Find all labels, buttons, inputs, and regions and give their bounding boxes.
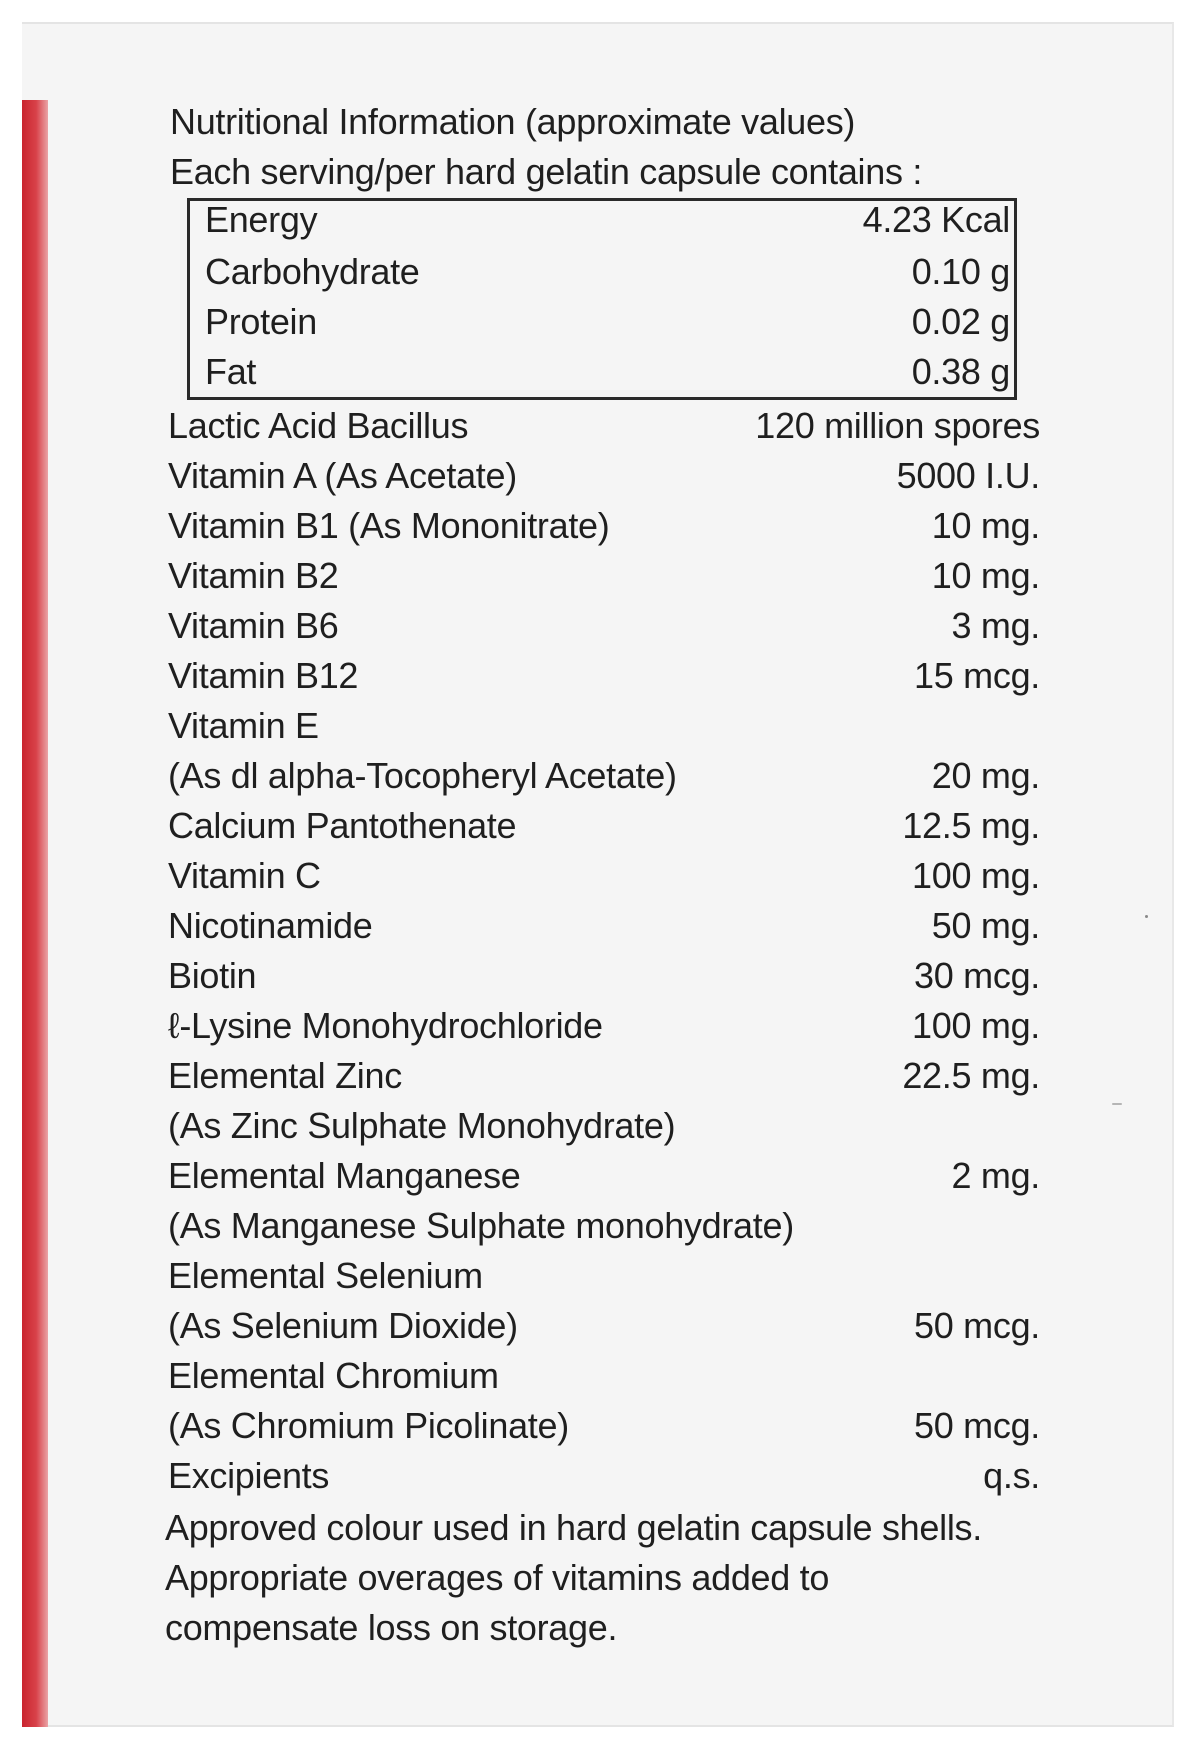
ingredient-value: 10 mg.: [931, 555, 1040, 596]
ingredient-name: Nicotinamide: [168, 905, 373, 946]
ingredient-name: (As Manganese Sulphate monohydrate): [168, 1205, 794, 1246]
protein-value: 0.02 g: [911, 301, 1010, 342]
ingredient-value: 2 mg.: [951, 1155, 1040, 1196]
footer-note-storage: compensate loss on storage.: [165, 1607, 618, 1648]
fat-value: 0.38 g: [911, 351, 1010, 392]
ingredient-value: 50 mg.: [931, 905, 1040, 946]
label-title: Nutritional Information (approximate values): [170, 101, 856, 142]
energy-name: Energy: [205, 199, 318, 240]
label-subtitle: Each serving/per hard gelatin capsule contains :: [170, 151, 923, 192]
ingredient-name: (As Selenium Dioxide): [168, 1305, 518, 1346]
ingredient-name: Vitamin C: [168, 855, 321, 896]
ingredient-value: 3 mg.: [951, 605, 1040, 646]
ingredient-name: (As Zinc Sulphate Monohydrate): [168, 1105, 676, 1146]
ingredient-value: 50 mcg.: [914, 1405, 1040, 1446]
ingredient-value: 15 mcg.: [914, 655, 1040, 696]
ingredient-value: 10 mg.: [931, 505, 1040, 546]
energy-value: 4.23 Kcal: [862, 199, 1010, 240]
ingredient-name: (As Chromium Picolinate): [168, 1405, 569, 1446]
ingredient-value: 100 mg.: [912, 855, 1040, 896]
footer-note-colour: Approved colour used in hard gelatin capsule shells.: [165, 1507, 982, 1548]
ingredient-name: ℓ-Lysine Monohydrochloride: [168, 1005, 603, 1046]
ingredient-value: 5000 I.U.: [896, 455, 1040, 496]
ingredient-name: Elemental Selenium: [168, 1255, 483, 1296]
carbohydrate-value: 0.10 g: [911, 251, 1010, 292]
ingredient-value: 12.5 mg.: [902, 805, 1040, 846]
ingredient-value: 120 million spores: [755, 405, 1040, 446]
ingredient-name: Vitamin B6: [168, 605, 339, 646]
ingredient-value: 100 mg.: [912, 1005, 1040, 1046]
ingredient-value: q.s.: [983, 1455, 1040, 1496]
ingredient-name: Vitamin A (As Acetate): [168, 455, 517, 496]
ingredient-name: Elemental Manganese: [168, 1155, 521, 1196]
ingredient-name: Vitamin B1 (As Mononitrate): [168, 505, 610, 546]
ingredient-name: Elemental Chromium: [168, 1355, 499, 1396]
ingredient-name: (As dl alpha-Tocopheryl Acetate): [168, 755, 677, 796]
ingredient-value: 20 mg.: [931, 755, 1040, 796]
ingredient-value: 30 mcg.: [914, 955, 1040, 996]
footer-note-overages: Appropriate overages of vitamins added to: [165, 1557, 830, 1598]
ingredient-name: Calcium Pantothenate: [168, 805, 517, 846]
ingredient-value: 22.5 mg.: [902, 1055, 1040, 1096]
ingredient-name: Lactic Acid Bacillus: [168, 405, 469, 446]
ingredient-name: Vitamin B12: [168, 655, 359, 696]
ingredient-name: Excipients: [168, 1455, 330, 1496]
ingredient-value: 50 mcg.: [914, 1305, 1040, 1346]
ingredient-name: Elemental Zinc: [168, 1055, 402, 1096]
protein-name: Protein: [205, 301, 317, 342]
ingredient-name: Vitamin E: [168, 705, 319, 746]
ingredient-name: Biotin: [168, 955, 257, 996]
fat-name: Fat: [205, 351, 257, 392]
carbohydrate-name: Carbohydrate: [205, 251, 420, 292]
ingredient-name: Vitamin B2: [168, 555, 339, 596]
